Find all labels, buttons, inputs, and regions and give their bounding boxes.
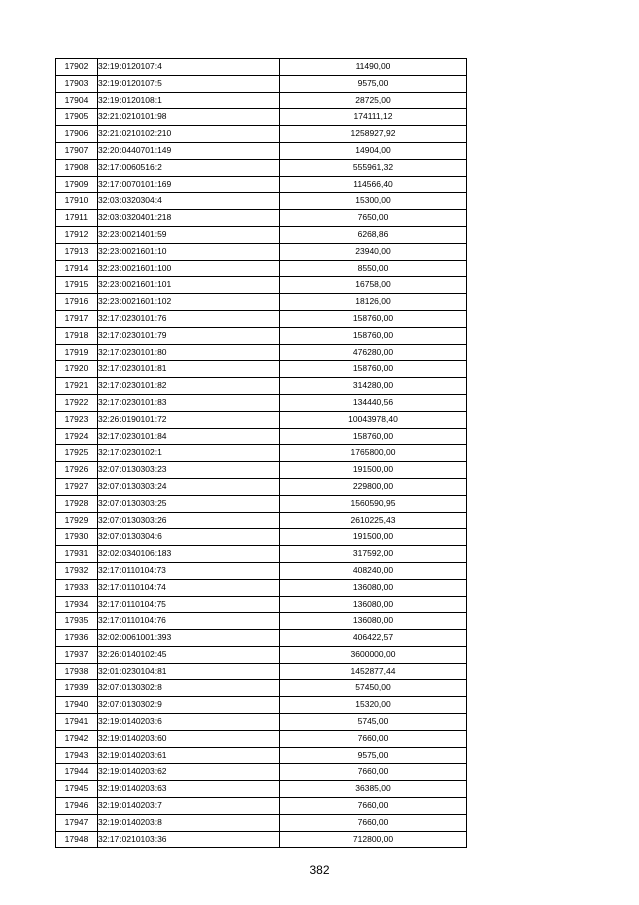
row-number-cell: 17948: [56, 831, 98, 848]
cadastral-number-cell: 32:03:0320401:218: [98, 210, 280, 227]
table-row: [56, 378, 467, 395]
cadastral-value-cell: 1452877,44: [280, 663, 467, 680]
table-row: [56, 546, 467, 563]
cadastral-number-cell: 32:23:0021401:59: [98, 226, 280, 243]
row-number-cell: 17924: [56, 428, 98, 445]
cadastral-number-cell: 32:19:0140203:8: [98, 814, 280, 831]
row-number-cell: 17933: [56, 579, 98, 596]
row-number-cell: 17906: [56, 126, 98, 143]
row-number-cell: 17907: [56, 142, 98, 159]
row-number-cell: 17934: [56, 596, 98, 613]
table-row: [56, 814, 467, 831]
cadastral-number-cell: 32:02:0340106:183: [98, 546, 280, 563]
cadastral-value-cell: 317592,00: [280, 546, 467, 563]
row-number-cell: 17905: [56, 109, 98, 126]
row-number-cell: 17946: [56, 798, 98, 815]
cadastral-value-cell: 136080,00: [280, 613, 467, 630]
page-number: 382: [309, 863, 330, 877]
table-row: [56, 193, 467, 210]
cadastral-value-cell: 3600000,00: [280, 646, 467, 663]
table-row: [56, 529, 467, 546]
table-body: [56, 59, 467, 848]
table-row: [56, 747, 467, 764]
cadastral-number-cell: 32:19:0120107:4: [98, 59, 280, 76]
cadastral-number-cell: 32:03:0320304:4: [98, 193, 280, 210]
cadastral-value-cell: 158760,00: [280, 428, 467, 445]
row-number-cell: 17930: [56, 529, 98, 546]
cadastral-value-cell: 712800,00: [280, 831, 467, 848]
row-number-cell: 17938: [56, 663, 98, 680]
table-row: [56, 781, 467, 798]
row-number-cell: 17936: [56, 630, 98, 647]
table-row: [56, 210, 467, 227]
table-row: [56, 428, 467, 445]
cadastral-number-cell: 32:17:0060516:2: [98, 159, 280, 176]
row-number-cell: 17932: [56, 562, 98, 579]
cadastral-number-cell: 32:21:0210101:98: [98, 109, 280, 126]
cadastral-value-cell: 476280,00: [280, 344, 467, 361]
cadastral-value-cell: 7660,00: [280, 798, 467, 815]
cadastral-value-cell: 6268,86: [280, 226, 467, 243]
cadastral-number-cell: 32:17:0110104:74: [98, 579, 280, 596]
table-row: [56, 730, 467, 747]
table-row: [56, 630, 467, 647]
table-row: [56, 831, 467, 848]
cadastral-number-cell: 32:17:0110104:75: [98, 596, 280, 613]
cadastral-value-cell: 134440,56: [280, 394, 467, 411]
row-number-cell: 17939: [56, 680, 98, 697]
cadastral-number-cell: 32:19:0140203:61: [98, 747, 280, 764]
cadastral-number-cell: 32:23:0021601:100: [98, 260, 280, 277]
cadastral-value-cell: 57450,00: [280, 680, 467, 697]
row-number-cell: 17910: [56, 193, 98, 210]
table-row: [56, 92, 467, 109]
cadastral-number-cell: 32:17:0230101:83: [98, 394, 280, 411]
cadastral-number-cell: 32:20:0440701:149: [98, 142, 280, 159]
row-number-cell: 17917: [56, 310, 98, 327]
cadastral-number-cell: 32:02:0061001:393: [98, 630, 280, 647]
row-number-cell: 17913: [56, 243, 98, 260]
table-row: [56, 478, 467, 495]
cadastral-number-cell: 32:17:0070101:169: [98, 176, 280, 193]
cadastral-number-cell: 32:21:0210102:210: [98, 126, 280, 143]
row-number-cell: 17935: [56, 613, 98, 630]
table-row: [56, 176, 467, 193]
cadastral-value-cell: 14904,00: [280, 142, 467, 159]
row-number-cell: 17927: [56, 478, 98, 495]
row-number-cell: 17941: [56, 714, 98, 731]
table-row: [56, 310, 467, 327]
cadastral-value-cell: 8550,00: [280, 260, 467, 277]
cadastral-value-cell: 18126,00: [280, 294, 467, 311]
row-number-cell: 17925: [56, 445, 98, 462]
cadastral-number-cell: 32:23:0021601:101: [98, 277, 280, 294]
table-row: [56, 697, 467, 714]
cadastral-number-cell: 32:17:0230102:1: [98, 445, 280, 462]
cadastral-value-cell: 15320,00: [280, 697, 467, 714]
cadastral-number-cell: 32:26:0140102:45: [98, 646, 280, 663]
table-row: [56, 344, 467, 361]
table-row: [56, 764, 467, 781]
row-number-cell: 17920: [56, 361, 98, 378]
cadastral-number-cell: 32:17:0230101:80: [98, 344, 280, 361]
row-number-cell: 17918: [56, 327, 98, 344]
row-number-cell: 17945: [56, 781, 98, 798]
cadastral-number-cell: 32:17:0230101:79: [98, 327, 280, 344]
table-row: [56, 277, 467, 294]
row-number-cell: 17914: [56, 260, 98, 277]
row-number-cell: 17931: [56, 546, 98, 563]
cadastral-value-cell: 2610225,43: [280, 512, 467, 529]
cadastral-value-cell: 406422,57: [280, 630, 467, 647]
cadastral-value-cell: 136080,00: [280, 596, 467, 613]
cadastral-number-cell: 32:19:0140203:6: [98, 714, 280, 731]
cadastral-value-cell: 9575,00: [280, 747, 467, 764]
row-number-cell: 17944: [56, 764, 98, 781]
cadastral-number-cell: 32:01:0230104:81: [98, 663, 280, 680]
row-number-cell: 17915: [56, 277, 98, 294]
cadastral-value-cell: 191500,00: [280, 529, 467, 546]
table-row: [56, 142, 467, 159]
cadastral-number-cell: 32:17:0230101:81: [98, 361, 280, 378]
cadastral-value-cell: 1258927,92: [280, 126, 467, 143]
table-row: [56, 59, 467, 76]
table-row: [56, 495, 467, 512]
cadastral-value-cell: 36385,00: [280, 781, 467, 798]
cadastral-value-cell: 7650,00: [280, 210, 467, 227]
row-number-cell: 17929: [56, 512, 98, 529]
row-number-cell: 17909: [56, 176, 98, 193]
row-number-cell: 17902: [56, 59, 98, 76]
cadastral-value-cell: 10043978,40: [280, 411, 467, 428]
table-row: [56, 562, 467, 579]
cadastral-value-cell: 114566,40: [280, 176, 467, 193]
table-row: [56, 243, 467, 260]
cadastral-number-cell: 32:19:0140203:62: [98, 764, 280, 781]
cadastral-number-cell: 32:07:0130303:24: [98, 478, 280, 495]
table-row: [56, 159, 467, 176]
table-row: [56, 394, 467, 411]
cadastral-value-cell: 174111,12: [280, 109, 467, 126]
row-number-cell: 17940: [56, 697, 98, 714]
cadastral-number-cell: 32:07:0130303:25: [98, 495, 280, 512]
row-number-cell: 17947: [56, 814, 98, 831]
row-number-cell: 17908: [56, 159, 98, 176]
cadastral-number-cell: 32:17:0110104:73: [98, 562, 280, 579]
row-number-cell: 17912: [56, 226, 98, 243]
table-row: [56, 680, 467, 697]
cadastral-value-cell: 15300,00: [280, 193, 467, 210]
table-row: [56, 714, 467, 731]
cadastral-value-cell: 314280,00: [280, 378, 467, 395]
cadastral-value-cell: 1765800,00: [280, 445, 467, 462]
cadastral-number-cell: 32:19:0140203:63: [98, 781, 280, 798]
row-number-cell: 17923: [56, 411, 98, 428]
cadastral-value-cell: 28725,00: [280, 92, 467, 109]
cadastral-number-cell: 32:19:0140203:7: [98, 798, 280, 815]
cadastral-value-cell: 158760,00: [280, 361, 467, 378]
cadastral-value-cell: 555961,32: [280, 159, 467, 176]
table-row: [56, 75, 467, 92]
cadastral-number-cell: 32:07:0130302:8: [98, 680, 280, 697]
table-row: [56, 411, 467, 428]
row-number-cell: 17903: [56, 75, 98, 92]
cadastral-number-cell: 32:19:0120107:5: [98, 75, 280, 92]
cadastral-number-cell: 32:19:0120108:1: [98, 92, 280, 109]
cadastral-number-cell: 32:17:0110104:76: [98, 613, 280, 630]
row-number-cell: 17922: [56, 394, 98, 411]
row-number-cell: 17911: [56, 210, 98, 227]
cadastral-value-cell: 408240,00: [280, 562, 467, 579]
cadastral-value-cell: 16758,00: [280, 277, 467, 294]
cadastral-number-cell: 32:07:0130304:6: [98, 529, 280, 546]
table-row: [56, 327, 467, 344]
cadastral-value-cell: 9575,00: [280, 75, 467, 92]
table-row: [56, 361, 467, 378]
cadastral-value-cell: 11490,00: [280, 59, 467, 76]
table-row: [56, 445, 467, 462]
cadastral-number-cell: 32:17:0210103:36: [98, 831, 280, 848]
table-row: [56, 579, 467, 596]
table-row: [56, 596, 467, 613]
row-number-cell: 17926: [56, 462, 98, 479]
row-number-cell: 17942: [56, 730, 98, 747]
cadastral-value-cell: 158760,00: [280, 327, 467, 344]
cadastral-value-cell: 7660,00: [280, 730, 467, 747]
cadastral-number-cell: 32:23:0021601:102: [98, 294, 280, 311]
row-number-cell: 17916: [56, 294, 98, 311]
cadastral-number-cell: 32:26:0190101:72: [98, 411, 280, 428]
cadastral-value-cell: 158760,00: [280, 310, 467, 327]
table-row: [56, 126, 467, 143]
cadastral-value-cell: 191500,00: [280, 462, 467, 479]
cadastral-value-cell: 136080,00: [280, 579, 467, 596]
cadastral-number-cell: 32:07:0130303:23: [98, 462, 280, 479]
cadastral-value-cell: 5745,00: [280, 714, 467, 731]
table-row: [56, 613, 467, 630]
cadastral-number-cell: 32:17:0230101:84: [98, 428, 280, 445]
cadastral-number-cell: 32:07:0130302:9: [98, 697, 280, 714]
row-number-cell: 17937: [56, 646, 98, 663]
table-row: [56, 798, 467, 815]
table-row: [56, 294, 467, 311]
row-number-cell: 17943: [56, 747, 98, 764]
cadastral-value-cell: 1560590,95: [280, 495, 467, 512]
cadastral-number-cell: 32:07:0130303:26: [98, 512, 280, 529]
table-row: [56, 512, 467, 529]
table-row: [56, 462, 467, 479]
cadastral-value-cell: 229800,00: [280, 478, 467, 495]
cadastral-value-cell: 23940,00: [280, 243, 467, 260]
row-number-cell: 17904: [56, 92, 98, 109]
row-number-cell: 17921: [56, 378, 98, 395]
table-row: [56, 226, 467, 243]
row-number-cell: 17928: [56, 495, 98, 512]
table-row: [56, 109, 467, 126]
cadastral-number-cell: 32:23:0021601:10: [98, 243, 280, 260]
cadastral-value-cell: 7660,00: [280, 764, 467, 781]
cadastral-value-table: [55, 58, 467, 848]
row-number-cell: 17919: [56, 344, 98, 361]
table-row: [56, 663, 467, 680]
cadastral-number-cell: 32:17:0230101:82: [98, 378, 280, 395]
cadastral-value-cell: 7660,00: [280, 814, 467, 831]
cadastral-number-cell: 32:17:0230101:76: [98, 310, 280, 327]
table-row: [56, 646, 467, 663]
cadastral-number-cell: 32:19:0140203:60: [98, 730, 280, 747]
table-row: [56, 260, 467, 277]
